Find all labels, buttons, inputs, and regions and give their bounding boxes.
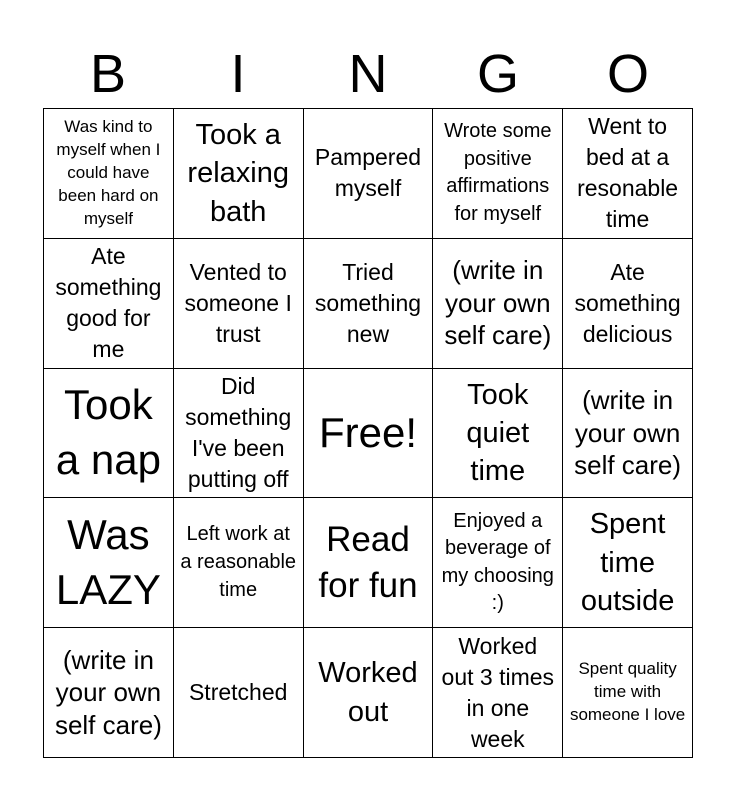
bingo-cell[interactable]	[174, 239, 304, 369]
free-space-text: Free!	[318, 408, 417, 456]
bingo-cell-text: Read for fun	[318, 520, 418, 605]
bingo-cell[interactable]	[563, 369, 693, 499]
header-letter-g: G	[476, 44, 519, 104]
bingo-cell-text: Spent quality time with someone I love	[569, 659, 686, 725]
bingo-cell-text: Spent time outside	[580, 508, 675, 617]
bingo-cell-text: (write in your own self care)	[54, 644, 162, 740]
header-letter-o: O	[606, 44, 649, 104]
bingo-cell[interactable]	[174, 498, 304, 628]
bingo-cell[interactable]	[563, 239, 693, 369]
bingo-header	[43, 40, 693, 108]
bingo-cell-text: Went to bed at a resonable time	[577, 113, 679, 233]
free-space-cell[interactable]	[304, 369, 434, 499]
bingo-cell-text: (write in your own self care)	[444, 255, 552, 351]
header-letter-n: N	[348, 44, 388, 104]
bingo-cell[interactable]	[44, 628, 174, 758]
bingo-cell-text: Took a relaxing bath	[187, 119, 289, 228]
bingo-cell-text: Pampered myself	[314, 144, 422, 202]
header-letter-i: I	[230, 44, 246, 104]
bingo-cell[interactable]	[563, 628, 693, 758]
bingo-cell-text: Left work at a reasonable time	[180, 523, 297, 601]
bingo-cell[interactable]	[433, 239, 563, 369]
bingo-cell[interactable]	[304, 239, 434, 369]
bingo-cell[interactable]	[304, 109, 434, 239]
bingo-cell[interactable]	[563, 498, 693, 628]
bingo-cell-text: Took a nap	[55, 381, 161, 483]
bingo-cell-text: Ate something good for me	[55, 243, 162, 363]
bingo-cell-text: Worked out 3 times in one week	[441, 632, 555, 752]
bingo-board	[43, 108, 693, 758]
bingo-cell[interactable]	[174, 628, 304, 758]
bingo-cell-text: Did something I've been putting off	[185, 372, 292, 493]
bingo-cell-text: Stretched	[188, 679, 288, 706]
bingo-cell[interactable]	[44, 109, 174, 239]
bingo-cell[interactable]	[174, 369, 304, 499]
bingo-cell-text: Worked out	[318, 657, 418, 728]
bingo-cell[interactable]	[174, 109, 304, 239]
bingo-cell-text: Wrote some positive affirmations for myself	[444, 120, 552, 225]
bingo-cell[interactable]	[44, 498, 174, 628]
bingo-cell[interactable]	[433, 628, 563, 758]
bingo-cell-text: Tried something new	[314, 258, 422, 347]
bingo-cell[interactable]	[44, 369, 174, 499]
bingo-cell[interactable]	[433, 109, 563, 239]
bingo-cell-text: Took quiet time	[466, 378, 530, 488]
bingo-cell-text: Ate something delicious	[574, 258, 681, 347]
bingo-cell[interactable]	[433, 369, 563, 499]
bingo-cell[interactable]	[44, 239, 174, 369]
bingo-cell[interactable]	[433, 498, 563, 628]
bingo-cell-text: Vented to someone I trust	[184, 258, 292, 347]
bingo-cell-text: Enjoyed a beverage of my choosing :)	[441, 509, 554, 615]
bingo-cell-text: Was kind to myself when I could have been hard on myself	[56, 117, 161, 228]
bingo-cell[interactable]	[304, 628, 434, 758]
bingo-cell-text: (write in your own self care)	[574, 385, 682, 481]
header-letter-b: B	[89, 44, 127, 104]
bingo-cell[interactable]	[563, 109, 693, 239]
bingo-cell-text: Was LAZY	[55, 511, 161, 613]
bingo-cell[interactable]	[304, 498, 434, 628]
